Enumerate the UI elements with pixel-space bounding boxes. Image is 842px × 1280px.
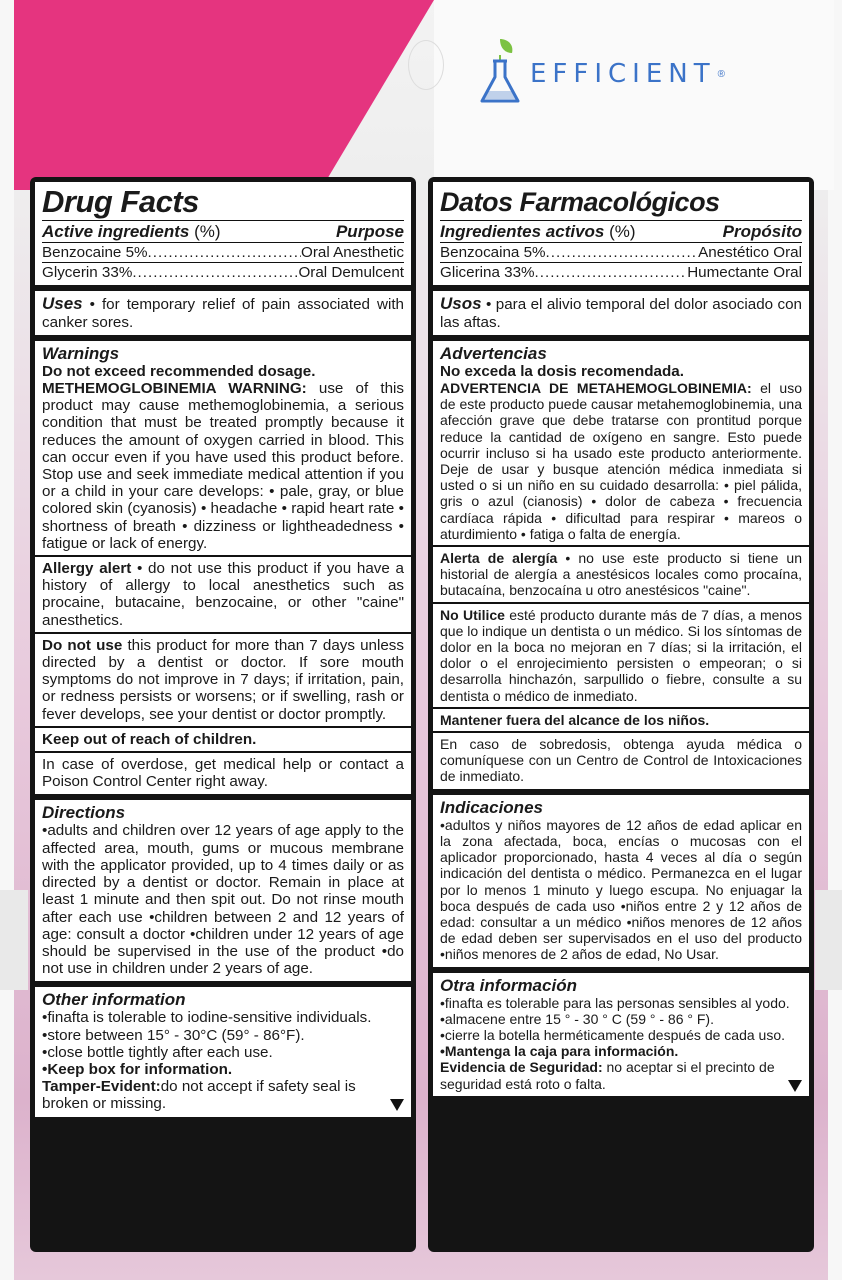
dosage-warning: Do not exceed recommended dosage. xyxy=(42,362,316,380)
active-ingredients-section xyxy=(35,182,411,285)
brand-name: EFFICIENT xyxy=(530,59,716,89)
tamper-label: Tamper-Evident: xyxy=(42,1078,161,1096)
active-unit: (%) xyxy=(609,222,636,241)
keep-out-text: Mantener fuera del alcance de los niños. xyxy=(440,711,710,728)
box-side-tab-left xyxy=(0,890,28,990)
other-info-section xyxy=(35,987,411,1116)
directions-text: •adults and children over 12 years of age apply to the affected area, mouth, gums or mucous membrane with the applicator provided, up to 4 times daily or as directed by a dentist or doctor. Remain in place at least 1 minute and then spit out. Do not rinse mouth after each use •children between 2 and 12 years of age: consult a doctor •children under 12 years of age should be supervised in the use of the product •do not use in children under 2 years of age. xyxy=(42,822,404,978)
box-right-edge xyxy=(828,0,842,1280)
uses-section xyxy=(35,291,411,334)
active-unit: (%) xyxy=(194,222,221,241)
keep-box-text: •Keep box for information. xyxy=(42,1060,233,1078)
donot-label: No Utilice xyxy=(440,606,505,623)
warnings-section xyxy=(433,341,809,789)
directions-text: •adultos y niños mayores de 12 años de edad aplicar en la zona afectada, boca, encías o mucosas con el aplicador proporcionado, hasta 4 veces al día o según indicación del dentista o médico. Permanezca en el lugar por lo menos 1 minuto y luego escupa. No enjuagar la boca después de cada uso •niños entre 2 y 12 años de edad: consultar a un médico •niños menores de 12 años de edad deben ser supervisados en el uso del producto •niños menores de 2 años de edad, No Usar. xyxy=(440,816,802,963)
list-item: •finafta es tolerable para las personas sensibles al yodo. xyxy=(440,994,790,1011)
directions-label: Indicaciones xyxy=(440,797,543,817)
warnings-label: Warnings xyxy=(42,343,120,363)
meth-text: el uso de este producto puede causar metahemoglobinemia, una afección grave que debe tratarse con prontitud porque reduce la cantidad de oxígeno en sangre. Esto puede ocurrir incluso si ha usado este producto anteriormente. Deje de usar y busque atención médica inmediata si usted o si un niño en su cuidado desarrolla: • piel pálida, gris o azul (cianosis) • dolor de cabeza • frecuencia cardíaca rápida • dificultad para respirar • mareos o aturdimiento • fatiga o falta de energía. xyxy=(440,380,802,542)
keep-box-text: •Mantenga la caja para información. xyxy=(440,1043,679,1060)
tamper-text: do not accept if safety seal is broken or missing. xyxy=(42,1078,356,1113)
list-item: •finafta is tolerable to iodine-sensitive individuals. xyxy=(42,1009,372,1027)
keep-out-text: Keep out of reach of children. xyxy=(42,730,257,748)
box-left-edge xyxy=(0,0,14,1280)
directions-label: Directions xyxy=(42,803,126,823)
overdose-text: En caso de sobredosis, obtenga ayuda médica o comuníquese con un Centro de Control de Intoxicaciones de inmediato. xyxy=(440,736,802,785)
meth-text: use of this product may cause methemoglobinemia, a serious condition that must be treated promptly because it reduces the amount of oxygen carried in blood. This can occur even if you have used this product before. Stop use and seek immediate medical attention if you or a child in your care develops: • pale, gray, or blue colored skin (cyanosis) • headache • rapid heart rate • shortness of breath • dizziness or lightheadedness • fatigue or lack of energy. xyxy=(42,380,405,552)
donot-text: this product for more than 7 days unless directed by a dentist or doctor. If sore mouth symptoms do not improve in 7 days; if irritation, pain, or redness persists or worsens; or if swelling, rash or fever develops, see your dentist or doctor promptly. xyxy=(42,636,404,723)
uses-label: Usos xyxy=(440,294,482,314)
ingredient-row: Glicerina 33% ..... Humectante Oral xyxy=(440,264,802,281)
directions-section xyxy=(433,795,809,967)
uses-text: • para el alivio temporal del dolor asociado con las aftas. xyxy=(440,296,802,331)
other-info-section xyxy=(433,973,809,1096)
allergy-text: • do not use this product if you have a history of allergy to local anesthetics such as procaine, butacaine, benzocaine, or other "caine" anesthetics. xyxy=(42,560,404,629)
purpose-label: Propósito xyxy=(722,222,802,241)
allergy-label: Alerta de alergía xyxy=(440,550,558,567)
uses-label: Uses xyxy=(42,294,83,314)
continue-triangle-icon xyxy=(390,1099,404,1111)
list-item: •almacene entre 15 ° - 30 ° C (59 ° - 86 ° F). xyxy=(440,1010,714,1027)
warnings-section xyxy=(35,341,411,795)
tamper-label: Evidencia de Seguridad: xyxy=(440,1059,603,1076)
ingredient-row: Glycerin 33% ..... Oral Demulcent xyxy=(42,264,404,281)
allergy-text: • no use este producto si tiene un historial de alergía a anestésicos locales como procaína, butacaína, benzocaína u otro anestésicos "caine". xyxy=(440,550,803,599)
purpose-label: Purpose xyxy=(335,222,404,241)
continue-triangle-icon xyxy=(788,1080,802,1092)
overdose-text: In case of overdose, get medical help or contact a Poison Control Center right away. xyxy=(42,756,404,791)
uses-section xyxy=(433,291,809,334)
brand-logo xyxy=(478,34,725,114)
meth-label: ADVERTENCIA DE METAHEMOGLOBINEMIA: xyxy=(440,380,752,397)
panel-title: Drug Facts xyxy=(42,184,199,219)
list-item: •close bottle tightly after each use. xyxy=(42,1043,273,1061)
allergy-label: Allergy alert xyxy=(42,560,132,578)
active-label: Active ingredients xyxy=(42,222,190,241)
drug-facts-panel-en xyxy=(30,177,416,1252)
list-item: •cierre la botella herméticamente después de cada uso. xyxy=(440,1026,785,1043)
other-info-label: Otra información xyxy=(440,975,577,995)
meth-label: METHEMOGLOBINEMIA WARNING: xyxy=(42,380,307,398)
list-item: •store between 15° - 30°C (59° - 86°F). xyxy=(42,1026,305,1044)
flask-leaf-icon xyxy=(478,37,522,112)
other-info-label: Other information xyxy=(42,990,186,1010)
ingredient-row: Benzocaina 5% ..... Anestético Oral xyxy=(440,244,802,261)
box-side-tab-right xyxy=(815,890,842,990)
ingredient-row: Benzocaine 5% ..... Oral Anesthetic xyxy=(42,244,404,261)
registered-mark: ® xyxy=(717,68,725,80)
active-ingredients-section xyxy=(433,182,809,285)
dosage-warning: No exceda la dosis recomendada. xyxy=(440,362,684,380)
panel-title: Datos Farmacológicos xyxy=(440,187,720,217)
warnings-label: Advertencias xyxy=(440,343,547,363)
drug-facts-panel-es xyxy=(428,177,814,1252)
uses-text: • for temporary relief of pain associated with canker sores. xyxy=(42,296,404,331)
die-cut-circle xyxy=(408,40,444,90)
donot-label: Do not use xyxy=(42,636,123,654)
tamper-text: no aceptar si el precinto de seguridad está roto o falta. xyxy=(440,1059,775,1092)
donot-text: esté producto durante más de 7 días, a menos que lo indique un dentista o un médico. Si los síntomas de dolor en la boca no mejoran en 7 días; si la irritación, el dolor o el enrojecimiento persisten o empeoran; o si desarrolla hinchazón, sarpullido o fiebre, consulte a su dentista o médico de inmediato. xyxy=(440,606,802,704)
directions-section xyxy=(35,800,411,981)
active-label: Ingredientes activos xyxy=(440,222,605,241)
